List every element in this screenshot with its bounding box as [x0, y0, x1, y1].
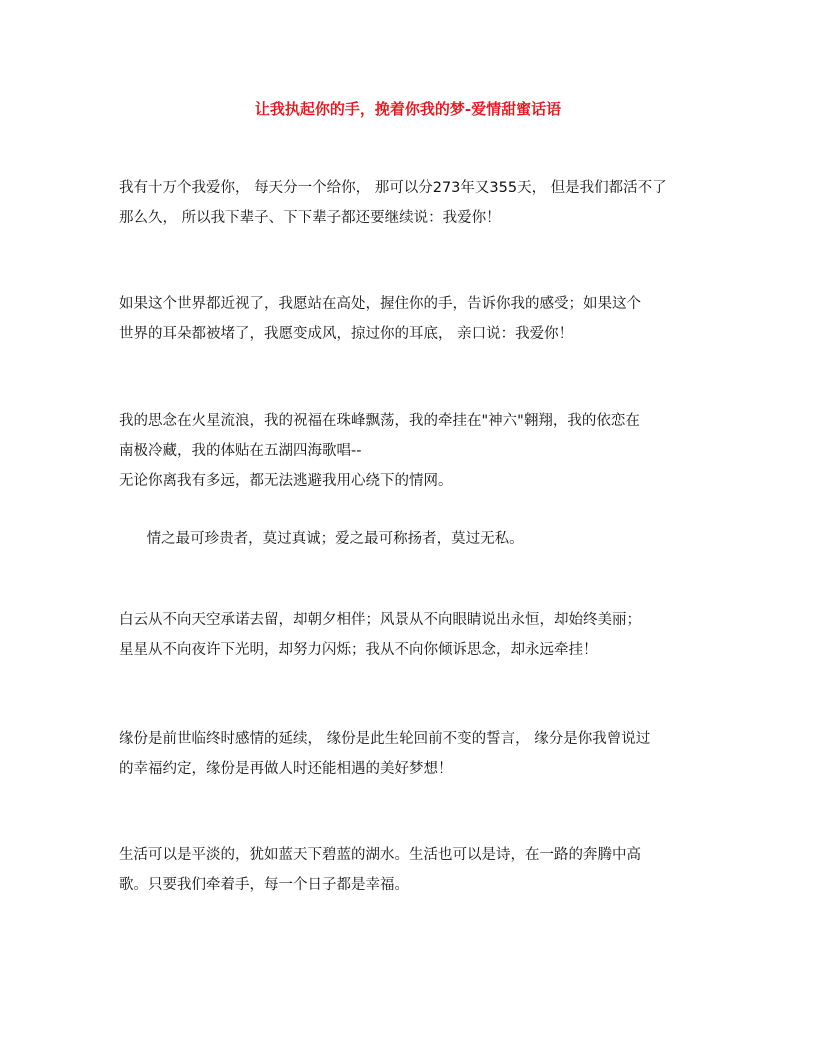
paragraph-line: 的幸福约定，缘份是再做人时还能相遇的美好梦想！ — [119, 761, 453, 777]
paragraph-line: 歌。只要我们牵着手，每一个日子都是幸福。 — [119, 877, 409, 893]
paragraph-7 — [119, 840, 704, 900]
paragraph-5 — [119, 605, 704, 665]
paragraph-line: 无论你离我有多远，都无法逃避我用心绕下的情网。 — [119, 473, 453, 489]
paragraph-line: 白云从不向天空承诺去留，却朝夕相伴；风景从不向眼睛说出永恒，却始终美丽； — [119, 612, 641, 628]
paragraph-line: 世界的耳朵都被堵了，我愿变成风，掠过你的耳底， 亲口说：我爱你！ — [119, 326, 574, 342]
paragraph-line: 我有十万个我爱你， 每天分一个给你， 那可以分273年又355天， 但是我们都活不了 — [119, 180, 667, 196]
paragraph-line: 星星从不向夜许下光明，却努力闪烁；我从不向你倾诉思念，却永远牵挂！ — [119, 642, 598, 658]
paragraph-4 — [119, 524, 704, 554]
paragraph-line: 缘份是前世临终时感情的延续， 缘份是此生轮回前不变的誓言， 缘分是你我曾说过 — [119, 731, 651, 747]
paragraph-line: 南极冷藏，我的体贴在五湖四海歌唱-- — [119, 443, 362, 459]
paragraph-line: 如果这个世界都近视了，我愿站在高处，握住你的手，告诉你我的感受；如果这个 — [119, 296, 641, 312]
paragraph-line: 那么久， 所以我下辈子、下下辈子都还要继续说：我爱你！ — [119, 210, 501, 226]
document-title: 让我执起你的手，挽着你我的梦-爱情甜蜜话语 — [254, 100, 562, 118]
paragraph-line: 生活可以是平淡的，犹如蓝天下碧蓝的湖水。生活也可以是诗，在一路的奔腾中高 — [119, 847, 641, 863]
paragraph-1 — [119, 173, 704, 233]
paragraph-3 — [119, 406, 704, 506]
paragraph-line: 我的思念在火星流浪，我的祝福在珠峰飘荡，我的牵挂在"神六"翱翔，我的依恋在 — [119, 413, 640, 429]
paragraph-2 — [119, 289, 704, 349]
paragraph-6 — [119, 724, 704, 784]
paragraph-line: 情之最可珍贵者，莫过真诚；爱之最可称扬者，莫过无私。 — [119, 531, 524, 547]
